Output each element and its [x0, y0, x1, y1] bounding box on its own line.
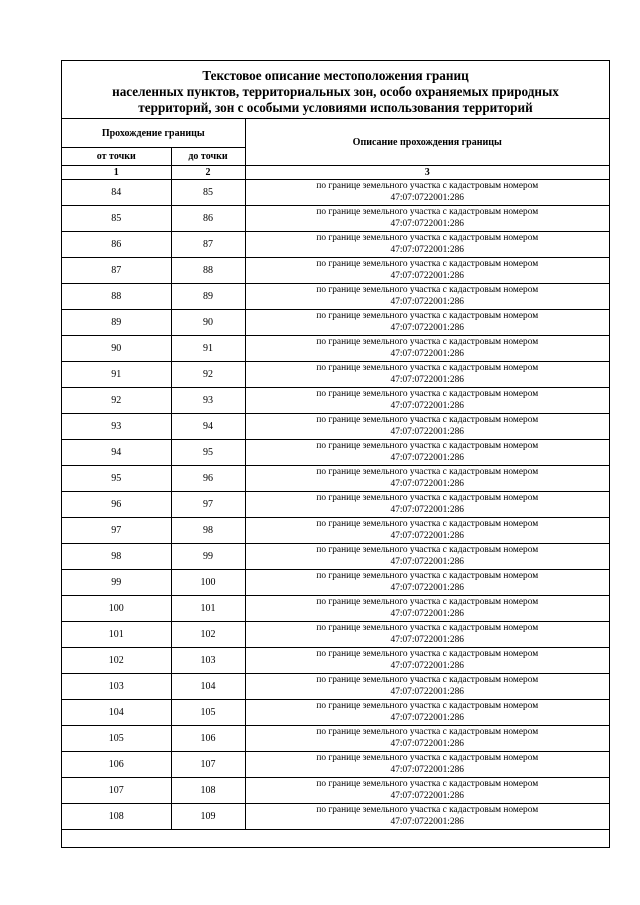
cadastral-number: 47:07:0722001:286: [390, 322, 464, 333]
description-cell: [245, 414, 609, 440]
cadastral-number: 47:07:0722001:286: [390, 192, 464, 203]
to-point-cell: 96: [171, 466, 245, 492]
description-cell: [245, 336, 609, 362]
description-cell: [245, 258, 609, 284]
cadastral-number: 47:07:0722001:286: [390, 426, 464, 437]
table-row: [62, 336, 609, 362]
from-point-cell: 104: [62, 700, 171, 726]
table-body: [62, 180, 609, 830]
cadastral-number: 47:07:0722001:286: [390, 738, 464, 749]
cadastral-number: 47:07:0722001:286: [390, 504, 464, 515]
description-cell: [245, 544, 609, 570]
from-point-cell: 102: [62, 648, 171, 674]
to-point-cell: 92: [171, 362, 245, 388]
to-point-cell: 107: [171, 752, 245, 778]
to-point-cell: 97: [171, 492, 245, 518]
description-text: по границе земельного участка с кадастровым номером: [316, 415, 539, 425]
description-cell: [245, 284, 609, 310]
document-title: [62, 61, 609, 119]
to-point-cell: 91: [171, 336, 245, 362]
header-description: Описание прохождения границы: [245, 119, 609, 166]
table-row: [62, 596, 609, 622]
table-row: [62, 752, 609, 778]
description-text: по границе земельного участка с кадастровым номером: [316, 779, 539, 789]
description-cell: [245, 492, 609, 518]
from-point-cell: 106: [62, 752, 171, 778]
from-point-cell: 91: [62, 362, 171, 388]
table-row: [62, 414, 609, 440]
from-point-cell: 97: [62, 518, 171, 544]
from-point-cell: 105: [62, 726, 171, 752]
header-to-point: до точки: [171, 148, 245, 166]
from-point-cell: 90: [62, 336, 171, 362]
cadastral-number: 47:07:0722001:286: [390, 764, 464, 775]
to-point-cell: 95: [171, 440, 245, 466]
table-row: [62, 232, 609, 258]
cadastral-number: 47:07:0722001:286: [390, 712, 464, 723]
from-point-cell: 103: [62, 674, 171, 700]
description-text: по границе земельного участка с кадастровым номером: [316, 571, 539, 581]
description-cell: [245, 648, 609, 674]
to-point-cell: 87: [171, 232, 245, 258]
table-row: [62, 466, 609, 492]
title-line: населенных пунктов, территориальных зон, особо охраняемых природных: [112, 84, 559, 99]
to-point-cell: 100: [171, 570, 245, 596]
column-number: 2: [171, 166, 245, 180]
from-point-cell: 94: [62, 440, 171, 466]
table-row: [62, 310, 609, 336]
table-row: [62, 570, 609, 596]
table-row: [62, 518, 609, 544]
to-point-cell: 105: [171, 700, 245, 726]
description-text: по границе земельного участка с кадастровым номером: [316, 805, 539, 815]
from-point-cell: 95: [62, 466, 171, 492]
cadastral-number: 47:07:0722001:286: [390, 452, 464, 463]
description-cell: [245, 752, 609, 778]
from-point-cell: 107: [62, 778, 171, 804]
cadastral-number: 47:07:0722001:286: [390, 348, 464, 359]
table-row: [62, 180, 609, 206]
from-point-cell: 100: [62, 596, 171, 622]
table-row: [62, 700, 609, 726]
description-cell: [245, 518, 609, 544]
cadastral-number: 47:07:0722001:286: [390, 400, 464, 411]
description-cell: [245, 570, 609, 596]
cadastral-number: 47:07:0722001:286: [390, 296, 464, 307]
description-text: по границе земельного участка с кадастровым номером: [316, 259, 539, 269]
from-point-cell: 85: [62, 206, 171, 232]
to-point-cell: 104: [171, 674, 245, 700]
description-cell: [245, 674, 609, 700]
description-text: по границе земельного участка с кадастровым номером: [316, 727, 539, 737]
cadastral-number: 47:07:0722001:286: [390, 530, 464, 541]
cadastral-number: 47:07:0722001:286: [390, 790, 464, 801]
to-point-cell: 88: [171, 258, 245, 284]
from-point-cell: 84: [62, 180, 171, 206]
title-line: территорий, зон с особыми условиями использования территорий: [138, 100, 533, 115]
column-number: 1: [62, 166, 171, 180]
to-point-cell: 98: [171, 518, 245, 544]
description-text: по границе земельного участка с кадастровым номером: [316, 675, 539, 685]
cadastral-number: 47:07:0722001:286: [390, 608, 464, 619]
description-cell: [245, 232, 609, 258]
to-point-cell: 102: [171, 622, 245, 648]
description-text: по границе земельного участка с кадастровым номером: [316, 389, 539, 399]
header-passage: Прохождение границы: [62, 119, 245, 148]
description-cell: [245, 206, 609, 232]
description-cell: [245, 622, 609, 648]
description-text: по границе земельного участка с кадастровым номером: [316, 701, 539, 711]
title-line: Текстовое описание местоположения границ: [202, 68, 469, 83]
table-row: [62, 206, 609, 232]
to-point-cell: 86: [171, 206, 245, 232]
table-row: [62, 284, 609, 310]
table-row: [62, 258, 609, 284]
from-point-cell: 88: [62, 284, 171, 310]
description-text: по границе земельного участка с кадастровым номером: [316, 337, 539, 347]
description-text: по границе земельного участка с кадастровым номером: [316, 545, 539, 555]
table-row: [62, 388, 609, 414]
from-point-cell: 93: [62, 414, 171, 440]
description-cell: [245, 440, 609, 466]
header-from-point: от точки: [62, 148, 171, 166]
description-cell: [245, 700, 609, 726]
description-text: по границе земельного участка с кадастровым номером: [316, 753, 539, 763]
from-point-cell: 101: [62, 622, 171, 648]
from-point-cell: 99: [62, 570, 171, 596]
description-text: по границе земельного участка с кадастровым номером: [316, 623, 539, 633]
description-text: по границе земельного участка с кадастровым номером: [316, 493, 539, 503]
description-text: по границе земельного участка с кадастровым номером: [316, 363, 539, 373]
to-point-cell: 106: [171, 726, 245, 752]
from-point-cell: 86: [62, 232, 171, 258]
column-number: 3: [245, 166, 609, 180]
from-point-cell: 96: [62, 492, 171, 518]
cadastral-number: 47:07:0722001:286: [390, 634, 464, 645]
table-row: [62, 544, 609, 570]
to-point-cell: 94: [171, 414, 245, 440]
cadastral-number: 47:07:0722001:286: [390, 816, 464, 827]
table-row: [62, 622, 609, 648]
description-cell: [245, 596, 609, 622]
cadastral-number: 47:07:0722001:286: [390, 218, 464, 229]
description-text: по границе земельного участка с кадастровым номером: [316, 311, 539, 321]
description-cell: [245, 778, 609, 804]
description-cell: [245, 180, 609, 206]
description-text: по границе земельного участка с кадастровым номером: [316, 285, 539, 295]
description-cell: [245, 388, 609, 414]
cadastral-number: 47:07:0722001:286: [390, 374, 464, 385]
description-cell: [245, 362, 609, 388]
description-cell: [245, 466, 609, 492]
from-point-cell: 89: [62, 310, 171, 336]
description-text: по границе земельного участка с кадастровым номером: [316, 441, 539, 451]
to-point-cell: 93: [171, 388, 245, 414]
cadastral-number: 47:07:0722001:286: [390, 686, 464, 697]
table-row: [62, 804, 609, 830]
description-cell: [245, 310, 609, 336]
table-row: [62, 648, 609, 674]
table-row: [62, 778, 609, 804]
description-text: по границе земельного участка с кадастровым номером: [316, 597, 539, 607]
to-point-cell: 109: [171, 804, 245, 830]
cadastral-number: 47:07:0722001:286: [390, 556, 464, 567]
table-row: [62, 726, 609, 752]
cadastral-number: 47:07:0722001:286: [390, 244, 464, 255]
from-point-cell: 87: [62, 258, 171, 284]
description-text: по границе земельного участка с кадастровым номером: [316, 181, 539, 191]
cadastral-number: 47:07:0722001:286: [390, 660, 464, 671]
table-row: [62, 492, 609, 518]
cadastral-number: 47:07:0722001:286: [390, 478, 464, 489]
description-text: по границе земельного участка с кадастровым номером: [316, 519, 539, 529]
description-text: по границе земельного участка с кадастровым номером: [316, 649, 539, 659]
document-frame: [61, 60, 610, 848]
to-point-cell: 101: [171, 596, 245, 622]
description-cell: [245, 804, 609, 830]
to-point-cell: 99: [171, 544, 245, 570]
from-point-cell: 108: [62, 804, 171, 830]
table-row: [62, 674, 609, 700]
to-point-cell: 89: [171, 284, 245, 310]
from-point-cell: 98: [62, 544, 171, 570]
to-point-cell: 108: [171, 778, 245, 804]
from-point-cell: 92: [62, 388, 171, 414]
description-text: по границе земельного участка с кадастровым номером: [316, 233, 539, 243]
to-point-cell: 103: [171, 648, 245, 674]
to-point-cell: 90: [171, 310, 245, 336]
description-text: по границе земельного участка с кадастровым номером: [316, 207, 539, 217]
to-point-cell: 85: [171, 180, 245, 206]
cadastral-number: 47:07:0722001:286: [390, 270, 464, 281]
table-row: [62, 440, 609, 466]
description-text: по границе земельного участка с кадастровым номером: [316, 467, 539, 477]
cadastral-number: 47:07:0722001:286: [390, 582, 464, 593]
boundary-table: [62, 119, 609, 830]
description-cell: [245, 726, 609, 752]
table-row: [62, 362, 609, 388]
